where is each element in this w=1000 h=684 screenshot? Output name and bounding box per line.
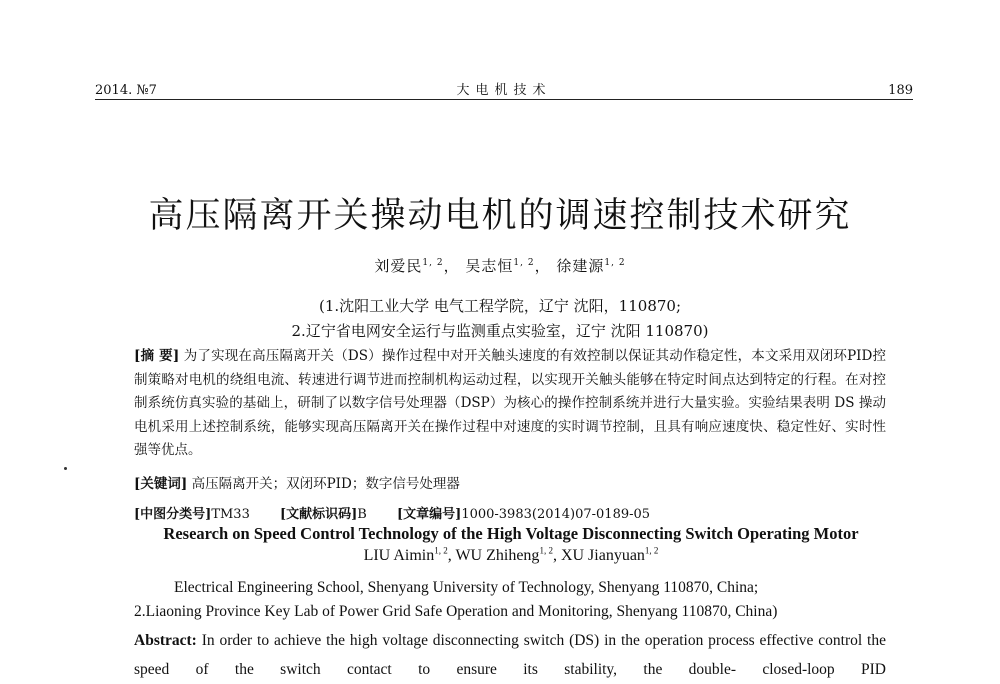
authors-cn xyxy=(0,255,1000,276)
author-name-en: LIU Aimin xyxy=(363,547,435,564)
clc-number xyxy=(134,507,250,522)
abstract-cn-label: [摘 要] xyxy=(134,348,180,364)
classification-line xyxy=(134,503,886,522)
author-affil-sup: 1, 2 xyxy=(422,258,444,268)
page-number: 189 xyxy=(888,83,913,98)
abstract-cn xyxy=(134,345,886,463)
header-rule xyxy=(95,99,913,100)
abstract-en-label: Abstract: xyxy=(134,632,197,649)
author-affil-sup-en: 1, 2 xyxy=(644,545,659,556)
author-separator-en: , xyxy=(552,547,561,564)
affiliation-cn-2: 2.辽宁省电网安全运行与监测重点实验室，辽宁 沈阳 110870) xyxy=(291,322,709,340)
paper-title-en: Research on Speed Control Technology of the High Voltage Disconnecting Switch Operating Motor xyxy=(163,524,859,543)
document-code-label: [文献标识码] xyxy=(279,507,358,522)
author-name-en: XU Jianyuan xyxy=(560,547,645,564)
article-id-value: 1000-3983(2014)07-0189-05 xyxy=(461,507,651,522)
author-affil-sup-en: 1, 2 xyxy=(434,545,448,556)
paper-title-cn: 高压隔离开关操动电机的调速控制技术研究 xyxy=(148,196,852,236)
keywords-cn xyxy=(134,472,886,492)
abstract-en-text: In order to achieve the high voltage disconnecting switch (DS) in the operation process effective control the speed of the switch contact to ensure its stability, the double- closed-loop PID xyxy=(134,632,886,678)
keywords-cn-label: [关键词] xyxy=(134,476,188,492)
clc-value: TM33 xyxy=(211,507,250,522)
document-code xyxy=(280,507,367,522)
article-id xyxy=(397,507,650,522)
document-code-value: B xyxy=(357,507,367,522)
keywords-cn-text: 高压隔离开关；双闭环PID；数字信号处理器 xyxy=(191,476,460,492)
author-separator: ， xyxy=(534,257,551,275)
article-id-label: [文章编号] xyxy=(397,507,462,522)
author-name: 徐建源 xyxy=(556,257,605,275)
author-affil-sup: 1, 2 xyxy=(604,258,626,268)
author-separator: ， xyxy=(443,257,460,275)
author-affil-sup: 1, 2 xyxy=(513,258,535,268)
journal-name: 大电机技术 xyxy=(456,83,552,98)
affiliation-cn-1: (1.沈阳工业大学 电气工程学院，辽宁 沈阳，110870; xyxy=(318,297,682,315)
author-name: 吴志恒 xyxy=(465,257,514,275)
author-separator-en: , xyxy=(447,547,456,564)
issue-number: 2014. №7 xyxy=(95,83,157,98)
stray-mark xyxy=(64,467,67,470)
author-name: 刘爱民 xyxy=(374,257,423,275)
running-header xyxy=(95,78,913,100)
clc-label: [中图分类号] xyxy=(134,507,212,522)
affiliation-en-1: Electrical Engineering School, Shenyang University of Technology, Shenyang 110870, China; xyxy=(174,579,759,596)
abstract-en xyxy=(134,626,886,684)
author-name-en: WU Zhiheng xyxy=(455,547,540,564)
author-affil-sup-en: 1, 2 xyxy=(539,545,553,556)
authors-en xyxy=(0,547,1000,565)
abstract-cn-text: 为了实现在高压隔离开关（DS）操作过程中对开关触头速度的有效控制以保证其动作稳定性，本文采用双闭环PID控制策略对电机的绕组电流、转速进行调节进而控制机构运动过程，以实现开关触头能够在特定时间点达到特定的行程。在对控制系统仿真实验的基础上，研制了以数字信号处理器（DSP）为核心的操作控制系统并进行大量实验。实验结果表明 DS 操动电机采用上述控制系统，能够实现高压隔离开关在操作过程中对速度的实时调节控制，且具有响应速度快、稳定性好、实时性强等优点。 xyxy=(134,348,887,458)
affiliation-en-2: 2.Liaoning Province Key Lab of Power Grid Safe Operation and Monitoring, Shenyang 110870, China) xyxy=(134,603,778,620)
